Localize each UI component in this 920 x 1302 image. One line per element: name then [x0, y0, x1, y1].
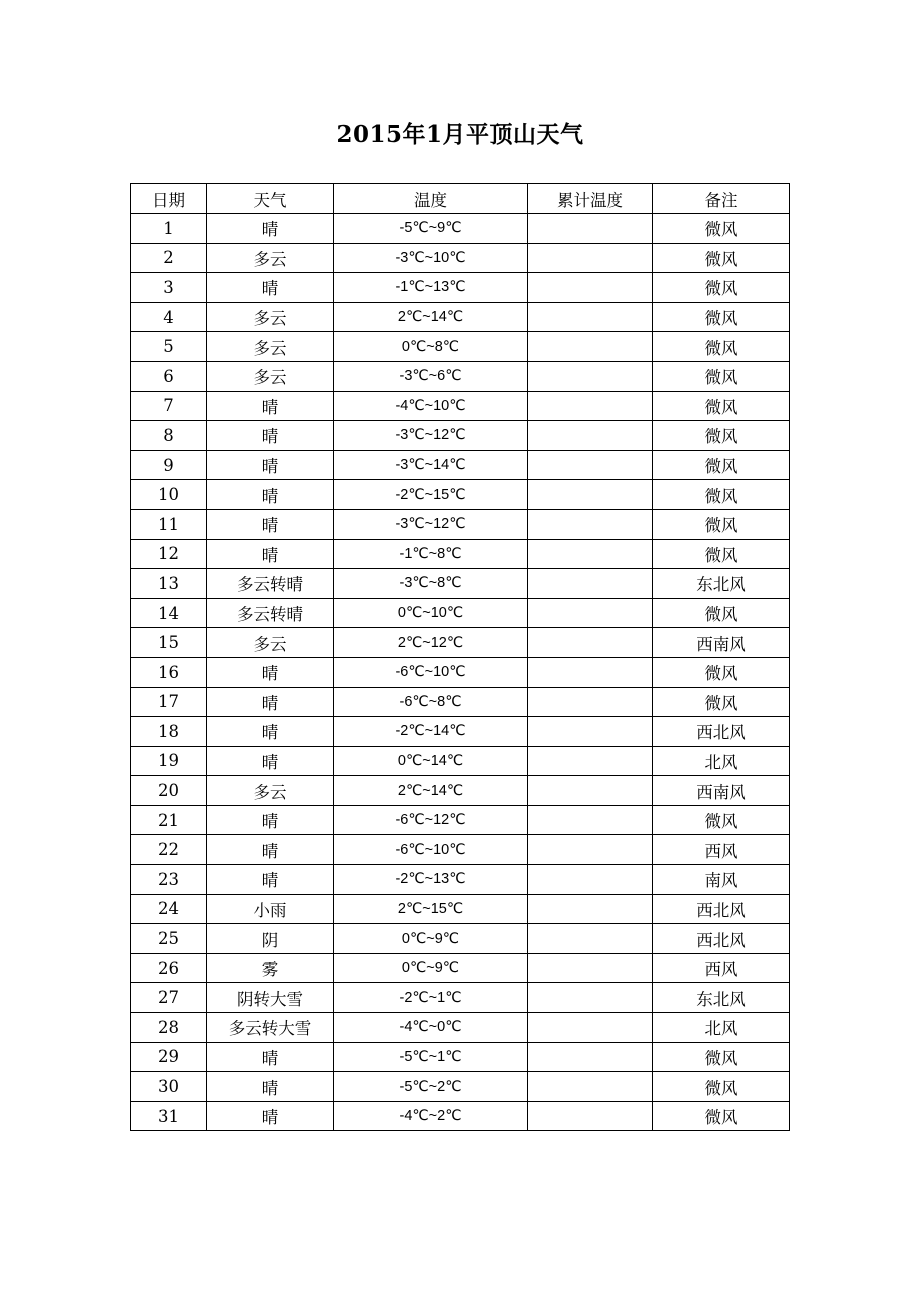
cell-date: 18	[131, 717, 207, 747]
table-row	[131, 214, 790, 244]
cell-date: 26	[131, 953, 207, 983]
cell-temperature: -6℃~10℃	[334, 657, 528, 687]
table-row	[131, 509, 790, 539]
cell-cumulative-temperature	[528, 450, 653, 480]
cell-note: 微风	[653, 509, 790, 539]
cell-temperature: 2℃~14℃	[334, 302, 528, 332]
cell-cumulative-temperature	[528, 421, 653, 451]
cell-note: 西北风	[653, 894, 790, 924]
cell-date: 1	[131, 214, 207, 244]
cell-weather: 阴	[207, 924, 334, 954]
cell-cumulative-temperature	[528, 983, 653, 1013]
table-header-row	[131, 184, 790, 214]
cell-weather: 晴	[207, 480, 334, 510]
cell-note: 西风	[653, 953, 790, 983]
table-row	[131, 361, 790, 391]
cell-weather: 多云	[207, 361, 334, 391]
cell-temperature: 2℃~12℃	[334, 628, 528, 658]
cell-cumulative-temperature	[528, 1072, 653, 1102]
table-row	[131, 569, 790, 599]
cell-date: 9	[131, 450, 207, 480]
cell-weather: 晴	[207, 1042, 334, 1072]
cell-weather: 晴	[207, 687, 334, 717]
cell-temperature: -3℃~12℃	[334, 509, 528, 539]
cell-date: 31	[131, 1101, 207, 1131]
cell-temperature: -6℃~12℃	[334, 805, 528, 835]
cell-weather: 雾	[207, 953, 334, 983]
cell-note: 北风	[653, 746, 790, 776]
cell-cumulative-temperature	[528, 302, 653, 332]
table-row	[131, 953, 790, 983]
cell-note: 微风	[653, 480, 790, 510]
cell-cumulative-temperature	[528, 687, 653, 717]
cell-temperature: -1℃~13℃	[334, 273, 528, 303]
cell-cumulative-temperature	[528, 598, 653, 628]
cell-cumulative-temperature	[528, 894, 653, 924]
cell-cumulative-temperature	[528, 657, 653, 687]
table-row	[131, 894, 790, 924]
cell-cumulative-temperature	[528, 509, 653, 539]
cell-weather: 晴	[207, 509, 334, 539]
header-temperature: 温度	[334, 184, 528, 214]
cell-weather: 晴	[207, 273, 334, 303]
cell-temperature: 0℃~8℃	[334, 332, 528, 362]
cell-cumulative-temperature	[528, 1042, 653, 1072]
cell-date: 20	[131, 776, 207, 806]
cell-cumulative-temperature	[528, 628, 653, 658]
cell-weather: 多云	[207, 243, 334, 273]
cell-note: 微风	[653, 598, 790, 628]
cell-temperature: -5℃~2℃	[334, 1072, 528, 1102]
cell-date: 30	[131, 1072, 207, 1102]
cell-weather: 晴	[207, 421, 334, 451]
cell-weather: 晴	[207, 657, 334, 687]
cell-weather: 多云	[207, 332, 334, 362]
table-row	[131, 687, 790, 717]
cell-temperature: -2℃~1℃	[334, 983, 528, 1013]
cell-note: 微风	[653, 361, 790, 391]
cell-date: 25	[131, 924, 207, 954]
cell-temperature: -3℃~12℃	[334, 421, 528, 451]
cell-weather: 晴	[207, 450, 334, 480]
cell-date: 23	[131, 865, 207, 895]
table-row	[131, 657, 790, 687]
cell-cumulative-temperature	[528, 569, 653, 599]
cell-cumulative-temperature	[528, 214, 653, 244]
cell-temperature: -2℃~13℃	[334, 865, 528, 895]
table-row	[131, 539, 790, 569]
cell-cumulative-temperature	[528, 361, 653, 391]
cell-note: 微风	[653, 657, 790, 687]
cell-weather: 晴	[207, 1101, 334, 1131]
table-row	[131, 628, 790, 658]
cell-temperature: -3℃~6℃	[334, 361, 528, 391]
cell-temperature: -4℃~2℃	[334, 1101, 528, 1131]
header-date: 日期	[131, 184, 207, 214]
cell-note: 微风	[653, 391, 790, 421]
cell-cumulative-temperature	[528, 539, 653, 569]
cell-date: 8	[131, 421, 207, 451]
cell-temperature: -5℃~9℃	[334, 214, 528, 244]
cell-temperature: -2℃~15℃	[334, 480, 528, 510]
cell-date: 28	[131, 1013, 207, 1043]
table-row	[131, 391, 790, 421]
cell-date: 4	[131, 302, 207, 332]
cell-note: 西南风	[653, 776, 790, 806]
cell-weather: 小雨	[207, 894, 334, 924]
cell-date: 22	[131, 835, 207, 865]
cell-temperature: -3℃~14℃	[334, 450, 528, 480]
table-row	[131, 805, 790, 835]
table-row	[131, 332, 790, 362]
table-row	[131, 1013, 790, 1043]
cell-weather: 晴	[207, 835, 334, 865]
cell-note: 微风	[653, 332, 790, 362]
cell-note: 微风	[653, 421, 790, 451]
header-cumulative-temperature: 累计温度	[528, 184, 653, 214]
page-title: 2015年1月平顶山天气	[336, 121, 584, 148]
table-row	[131, 421, 790, 451]
cell-note: 微风	[653, 243, 790, 273]
cell-cumulative-temperature	[528, 805, 653, 835]
table-row	[131, 243, 790, 273]
cell-note: 西北风	[653, 924, 790, 954]
cell-note: 西南风	[653, 628, 790, 658]
table-row	[131, 598, 790, 628]
cell-note: 微风	[653, 805, 790, 835]
cell-note: 东北风	[653, 983, 790, 1013]
cell-cumulative-temperature	[528, 835, 653, 865]
cell-date: 15	[131, 628, 207, 658]
cell-note: 微风	[653, 1072, 790, 1102]
cell-weather: 晴	[207, 805, 334, 835]
cell-temperature: 0℃~9℃	[334, 953, 528, 983]
cell-date: 5	[131, 332, 207, 362]
cell-note: 南风	[653, 865, 790, 895]
cell-temperature: -3℃~10℃	[334, 243, 528, 273]
table-row	[131, 865, 790, 895]
header-note: 备注	[653, 184, 790, 214]
cell-cumulative-temperature	[528, 865, 653, 895]
cell-weather: 晴	[207, 717, 334, 747]
cell-note: 微风	[653, 302, 790, 332]
cell-date: 6	[131, 361, 207, 391]
cell-note: 微风	[653, 1042, 790, 1072]
cell-weather: 晴	[207, 865, 334, 895]
cell-weather: 多云	[207, 776, 334, 806]
cell-weather: 多云转大雪	[207, 1013, 334, 1043]
cell-cumulative-temperature	[528, 480, 653, 510]
table-row	[131, 983, 790, 1013]
cell-note: 微风	[653, 687, 790, 717]
cell-note: 西风	[653, 835, 790, 865]
cell-date: 7	[131, 391, 207, 421]
cell-date: 14	[131, 598, 207, 628]
cell-note: 微风	[653, 539, 790, 569]
cell-cumulative-temperature	[528, 776, 653, 806]
table-row	[131, 302, 790, 332]
table-row	[131, 1042, 790, 1072]
cell-note: 微风	[653, 273, 790, 303]
table-row	[131, 835, 790, 865]
cell-date: 17	[131, 687, 207, 717]
header-weather: 天气	[207, 184, 334, 214]
cell-date: 27	[131, 983, 207, 1013]
cell-temperature: -6℃~8℃	[334, 687, 528, 717]
cell-temperature: -5℃~1℃	[334, 1042, 528, 1072]
cell-date: 19	[131, 746, 207, 776]
cell-cumulative-temperature	[528, 243, 653, 273]
cell-temperature: 2℃~14℃	[334, 776, 528, 806]
table-row	[131, 776, 790, 806]
cell-weather: 多云	[207, 628, 334, 658]
table-row	[131, 1101, 790, 1131]
cell-date: 24	[131, 894, 207, 924]
cell-date: 10	[131, 480, 207, 510]
cell-temperature: -1℃~8℃	[334, 539, 528, 569]
table-row	[131, 273, 790, 303]
cell-note: 西北风	[653, 717, 790, 747]
table-row	[131, 717, 790, 747]
cell-date: 16	[131, 657, 207, 687]
cell-note: 微风	[653, 214, 790, 244]
cell-date: 29	[131, 1042, 207, 1072]
cell-weather: 晴	[207, 746, 334, 776]
cell-date: 2	[131, 243, 207, 273]
weather-table	[130, 183, 790, 1131]
cell-temperature: -2℃~14℃	[334, 717, 528, 747]
cell-date: 11	[131, 509, 207, 539]
cell-weather: 多云转晴	[207, 598, 334, 628]
cell-cumulative-temperature	[528, 924, 653, 954]
cell-temperature: -4℃~0℃	[334, 1013, 528, 1043]
cell-temperature: 0℃~9℃	[334, 924, 528, 954]
cell-temperature: 0℃~14℃	[334, 746, 528, 776]
cell-cumulative-temperature	[528, 273, 653, 303]
cell-cumulative-temperature	[528, 717, 653, 747]
cell-weather: 晴	[207, 214, 334, 244]
table-row	[131, 450, 790, 480]
cell-weather: 多云转晴	[207, 569, 334, 599]
cell-date: 13	[131, 569, 207, 599]
cell-cumulative-temperature	[528, 391, 653, 421]
cell-cumulative-temperature	[528, 953, 653, 983]
cell-date: 12	[131, 539, 207, 569]
cell-cumulative-temperature	[528, 1013, 653, 1043]
cell-weather: 阴转大雪	[207, 983, 334, 1013]
table-row	[131, 480, 790, 510]
cell-note: 微风	[653, 1101, 790, 1131]
cell-note: 东北风	[653, 569, 790, 599]
cell-date: 21	[131, 805, 207, 835]
cell-temperature: -4℃~10℃	[334, 391, 528, 421]
cell-weather: 晴	[207, 1072, 334, 1102]
cell-temperature: 0℃~10℃	[334, 598, 528, 628]
cell-note: 微风	[653, 450, 790, 480]
table-row	[131, 746, 790, 776]
cell-weather: 晴	[207, 539, 334, 569]
cell-cumulative-temperature	[528, 1101, 653, 1131]
table-row	[131, 924, 790, 954]
cell-temperature: 2℃~15℃	[334, 894, 528, 924]
cell-note: 北风	[653, 1013, 790, 1043]
cell-weather: 多云	[207, 302, 334, 332]
cell-weather: 晴	[207, 391, 334, 421]
cell-cumulative-temperature	[528, 746, 653, 776]
cell-cumulative-temperature	[528, 332, 653, 362]
cell-date: 3	[131, 273, 207, 303]
cell-temperature: -3℃~8℃	[334, 569, 528, 599]
table-body	[131, 214, 790, 1131]
cell-temperature: -6℃~10℃	[334, 835, 528, 865]
table-row	[131, 1072, 790, 1102]
